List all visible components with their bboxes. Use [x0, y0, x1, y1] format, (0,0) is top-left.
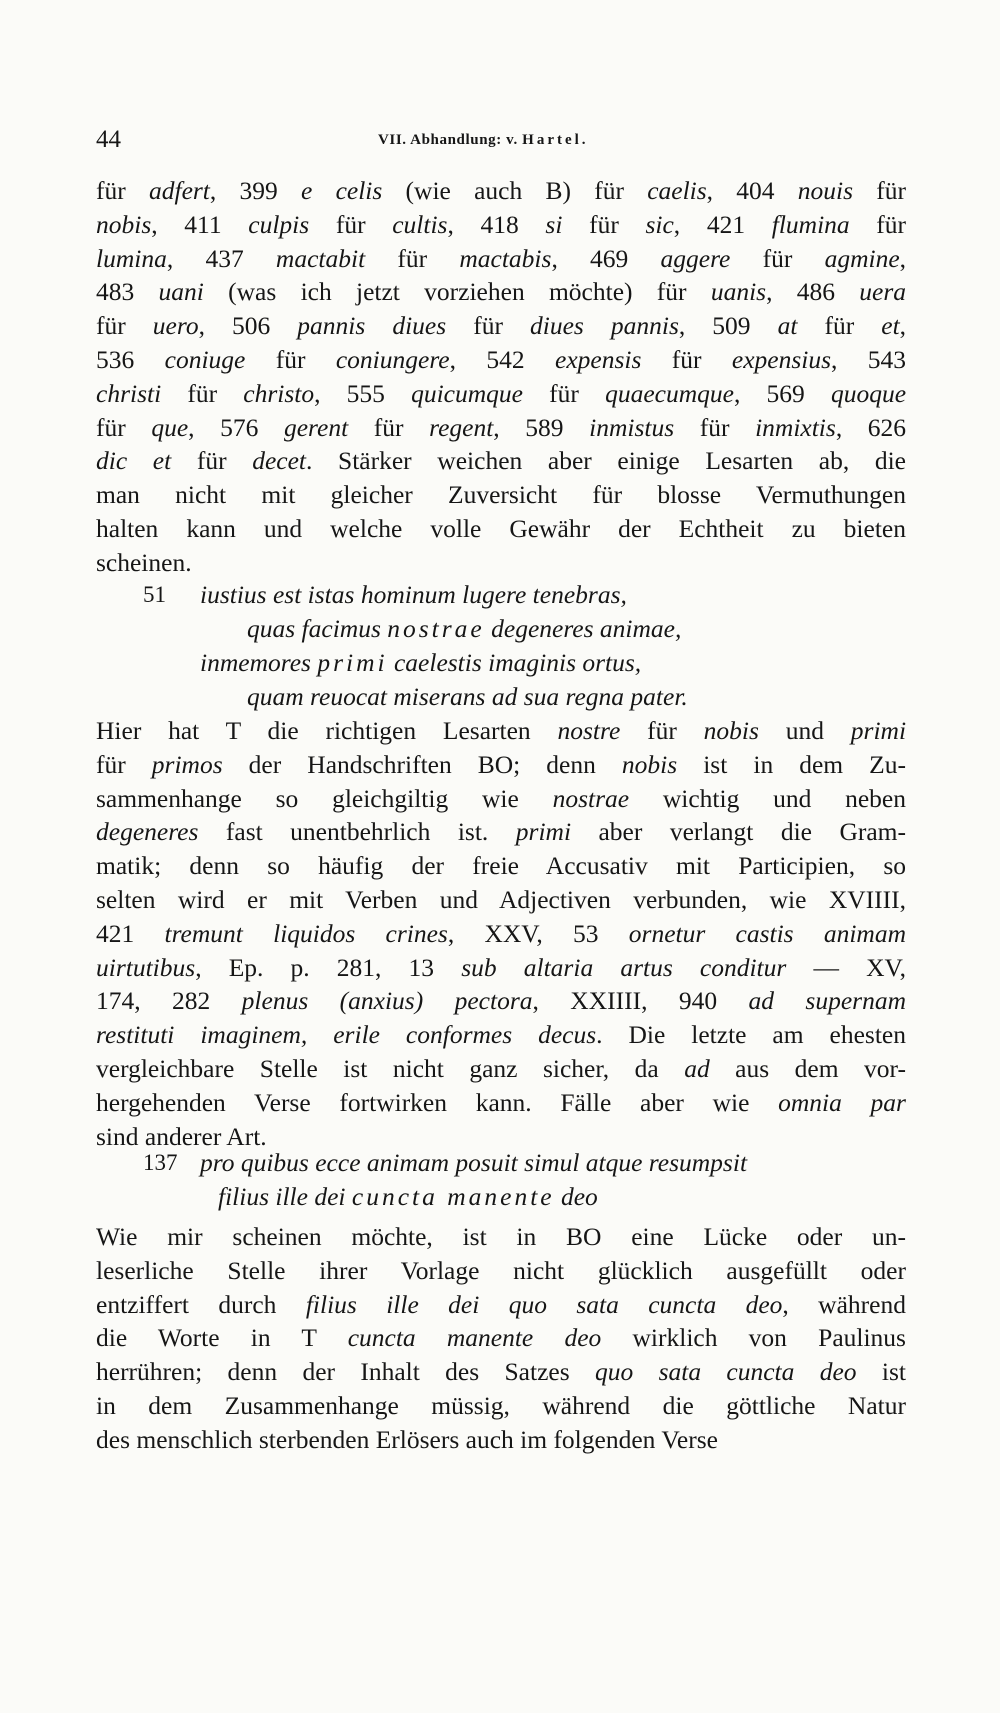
italic-segment: quoque [830, 379, 907, 408]
text-line [96, 1254, 906, 1288]
text-line [96, 917, 906, 951]
text-segment: für [446, 311, 530, 340]
italic-segment: culpis [248, 210, 310, 239]
italic-segment: sub altaria artus conditur [461, 953, 787, 982]
text-segment: halten kann und welche volle Gewähr der Echtheit zu bieten [96, 514, 906, 543]
text-segment: des menschlich sterbenden Erlösers auch im folgenden Verse [96, 1425, 718, 1454]
text-segment: quas facimus [247, 614, 388, 643]
text-segment: für [96, 413, 152, 442]
italic-segment: inmistus [589, 413, 675, 442]
italic-segment: cuncta manente deo [347, 1323, 602, 1352]
italic-segment: coniuge [164, 345, 246, 374]
italic-segment: nostre [557, 716, 621, 745]
text-line [96, 309, 906, 343]
italic-segment: nobis [621, 750, 678, 779]
text-segment: , 418 [447, 210, 546, 239]
italic-segment: expensis [555, 345, 642, 374]
text-segment: , 589 [493, 413, 590, 442]
italic-segment: ad [684, 1054, 710, 1083]
text-line [96, 815, 906, 849]
text-segment: in dem Zusammenhange müssig, während die göttliche Natur [96, 1391, 906, 1420]
italic-segment: mactabit [275, 244, 366, 273]
italic-segment: nostrae [552, 784, 630, 813]
text-segment: wichtig und neben [629, 784, 906, 813]
text-segment: Hier hat T die richtigen Lesarten [96, 716, 558, 745]
verse-line [218, 1180, 598, 1214]
italic-segment: cultis [392, 210, 448, 239]
italic-segment: quaecumque [605, 379, 734, 408]
text-segment: matik; denn so häufig der freie Accusativ mit Participien, so [96, 851, 906, 880]
italic-segment: sic [645, 210, 674, 239]
text-line [96, 1052, 906, 1086]
italic-segment: caelis [647, 176, 707, 205]
italic-segment: degeneres [96, 817, 199, 846]
italic-segment: primos [151, 750, 223, 779]
italic-segment: uero [152, 311, 199, 340]
text-segment: leserliche Stelle ihrer Vorlage nicht glücklich ausgefüllt oder [96, 1256, 906, 1285]
italic-segment: decet [252, 446, 307, 475]
text-segment: (wie auch B) für [382, 176, 648, 205]
text-segment: für [96, 176, 149, 205]
text-segment: , 506 [198, 311, 298, 340]
text-line [96, 748, 906, 782]
text-line [96, 411, 906, 445]
text-segment: , [899, 311, 907, 340]
italic-segment: christo [243, 379, 315, 408]
text-segment: filius ille dei [218, 1182, 352, 1211]
text-segment: für [365, 244, 460, 273]
running-head [378, 132, 589, 149]
page-number: 44 [96, 126, 121, 153]
text-segment: für [522, 379, 606, 408]
text-segment: für [171, 446, 253, 475]
text-segment: nostrae [387, 614, 485, 643]
text-segment: , 555 [314, 379, 412, 408]
italic-segment: ad supernam [748, 986, 906, 1015]
text-segment: , XXV, 53 [447, 919, 629, 948]
italic-segment: quicumque [411, 379, 523, 408]
verse-line [200, 1146, 747, 1180]
text-segment: für [730, 244, 825, 273]
italic-segment: uani [158, 277, 204, 306]
text-segment: 421 [96, 919, 165, 948]
text-line [96, 1423, 906, 1457]
text-line [96, 1220, 906, 1254]
text-segment: für [674, 413, 756, 442]
text-line [96, 174, 906, 208]
text-segment: deo [554, 1182, 598, 1211]
italic-segment: quo sata cuncta deo [594, 1357, 857, 1386]
text-segment: caelestis imaginis ortus, [387, 648, 642, 677]
text-segment: für [96, 750, 152, 779]
italic-segment: et [881, 311, 900, 340]
text-segment: für [348, 413, 430, 442]
text-segment: scheinen. [96, 548, 192, 577]
text-segment: die Worte in T [96, 1323, 348, 1352]
text-line [96, 242, 906, 276]
text-segment: für [309, 210, 393, 239]
text-segment: degeneres animae, [484, 614, 682, 643]
text-segment: , 509 [678, 311, 778, 340]
text-segment: . Stärker weichen aber einige Lesarten ab, die [306, 446, 907, 475]
text-line [96, 208, 906, 242]
text-line [96, 377, 906, 411]
italic-segment: filius ille dei quo sata cuncta deo [305, 1290, 783, 1319]
italic-segment: uera [859, 277, 907, 306]
text-line [96, 782, 906, 816]
running-head-title: VII. Abhandlung: v. [378, 132, 523, 148]
text-segment: , 404 [706, 176, 798, 205]
text-segment: , 421 [673, 210, 772, 239]
text-segment: sind anderer Art. [96, 1122, 267, 1151]
text-line [96, 1355, 906, 1389]
text-segment: , 486 [766, 277, 860, 306]
text-segment: inmemores [200, 648, 318, 677]
text-segment: aber verlangt die Gram- [571, 817, 906, 846]
text-line [96, 883, 906, 917]
text-segment: , [899, 244, 907, 273]
italic-segment: nouis [797, 176, 854, 205]
text-segment: — XV, [786, 953, 907, 982]
text-line [96, 478, 906, 512]
verse-number: 137 [143, 1150, 178, 1175]
text-line [96, 546, 906, 580]
text-segment: vergleichbare Stelle ist nicht ganz sicher, da [96, 1054, 685, 1083]
text-segment: , 543 [831, 345, 907, 374]
italic-segment: dic et [96, 446, 172, 475]
text-segment: für [641, 345, 732, 374]
text-segment: ist [856, 1357, 906, 1386]
text-segment: aus dem vor- [709, 1054, 906, 1083]
text-segment: fast unentbehrlich ist. [198, 817, 516, 846]
text-segment: 174, 282 [96, 986, 242, 1015]
italic-segment: nobis [96, 210, 152, 239]
text-segment: cuncta manente [351, 1182, 555, 1211]
text-segment: , 542 [449, 345, 555, 374]
text-segment: für [849, 210, 907, 239]
italic-segment: regent [429, 413, 494, 442]
page-header [96, 126, 896, 156]
text-line [96, 275, 906, 309]
italic-segment: uanis [710, 277, 767, 306]
italic-segment: tremunt liquidos crines [164, 919, 448, 948]
italic-segment: at [777, 311, 798, 340]
italic-segment: coniungere [335, 345, 450, 374]
italic-segment: omnia par [778, 1088, 906, 1117]
text-segment: für [96, 311, 153, 340]
text-segment: , Ep. p. 281, 13 [195, 953, 462, 982]
text-segment: , während [782, 1290, 906, 1319]
italic-segment: gerent [283, 413, 349, 442]
italic-segment: plenus (anxius) pectora [241, 986, 533, 1015]
text-line [96, 984, 906, 1018]
text-segment: herrühren; denn der Inhalt des Satzes [96, 1357, 595, 1386]
text-line [96, 849, 906, 883]
italic-segment: adfert [148, 176, 210, 205]
verse-number: 51 [143, 582, 166, 607]
italic-segment: ornetur castis animam [628, 919, 907, 948]
text-segment: entziffert durch [96, 1290, 306, 1319]
italic-segment: flumina [771, 210, 850, 239]
text-line [96, 1389, 906, 1423]
text-line [96, 714, 906, 748]
italic-segment: diues pannis [530, 311, 679, 340]
italic-segment: si [545, 210, 563, 239]
text-segment: (was ich jetzt vorziehen möchte) für [203, 277, 711, 306]
text-segment: Wie mir scheinen möchte, ist in BO eine Lücke oder un- [96, 1222, 906, 1251]
italic-segment: agmine [824, 244, 900, 273]
italic-segment: uirtutibus [96, 953, 196, 982]
text-segment: . Die letzte am ehesten [596, 1020, 906, 1049]
text-segment: quam reuocat miserans ad sua regna pater. [247, 682, 688, 711]
text-segment: selten wird er mit Verben und Adjectiven verbunden, wie XVIIII, [96, 885, 906, 914]
text-segment: , 569 [733, 379, 831, 408]
text-segment: und [758, 716, 851, 745]
text-segment: primi [317, 648, 388, 677]
italic-segment: pannis diues [297, 311, 447, 340]
text-segment: für [620, 716, 704, 745]
italic-segment: inmixtis [755, 413, 836, 442]
verse-line [247, 612, 681, 646]
text-line [96, 1086, 906, 1120]
italic-segment: primi [850, 716, 907, 745]
text-line [96, 1018, 906, 1052]
verse-line [200, 578, 627, 612]
italic-segment: mactabis [459, 244, 552, 273]
verse-line [200, 646, 641, 680]
text-segment: sammenhange so gleichgiltig wie [96, 784, 553, 813]
text-segment: , 626 [835, 413, 907, 442]
text-segment: pro quibus ecce animam posuit simul atque resumpsit [200, 1148, 748, 1177]
text-line [96, 1321, 906, 1355]
text-segment: der Handschriften BO; denn [222, 750, 622, 779]
running-head-author: Hartel. [522, 132, 589, 148]
text-segment: , 411 [151, 210, 249, 239]
italic-segment: e celis [301, 176, 383, 205]
text-segment: 483 [96, 277, 159, 306]
text-segment: für [161, 379, 244, 408]
text-segment: ist in dem Zu- [677, 750, 906, 779]
text-segment: , 399 [209, 176, 302, 205]
text-line [96, 343, 906, 377]
text-segment: für [853, 176, 907, 205]
italic-segment: primi [515, 817, 572, 846]
text-segment: , 437 [166, 244, 276, 273]
text-line [96, 512, 906, 546]
text-segment: , XXIIII, 940 [532, 986, 749, 1015]
italic-segment: restituti imaginem, erile conformes decus [96, 1020, 597, 1049]
text-segment: hergehenden Verse fortwirken kann. Fälle aber wie [96, 1088, 779, 1117]
italic-segment: nobis [703, 716, 759, 745]
text-line [96, 951, 906, 985]
text-line [96, 444, 906, 478]
text-segment: für [245, 345, 336, 374]
text-segment: wirklich von Paulinus [601, 1323, 906, 1352]
text-segment: , 576 [188, 413, 284, 442]
text-segment: für [562, 210, 646, 239]
italic-segment: christi [96, 379, 162, 408]
text-segment: man nicht mit gleicher Zuversicht für blosse Vermuthungen [96, 480, 906, 509]
text-segment: 536 [96, 345, 165, 374]
verse-line [247, 680, 688, 714]
text-segment: für [797, 311, 882, 340]
text-segment: , 469 [551, 244, 661, 273]
italic-segment: aggere [660, 244, 731, 273]
italic-segment: expensius [731, 345, 832, 374]
text-segment: iustius est istas hominum lugere tenebras, [200, 580, 627, 609]
italic-segment: lumina [96, 244, 167, 273]
text-line [96, 1288, 906, 1322]
italic-segment: que [151, 413, 189, 442]
